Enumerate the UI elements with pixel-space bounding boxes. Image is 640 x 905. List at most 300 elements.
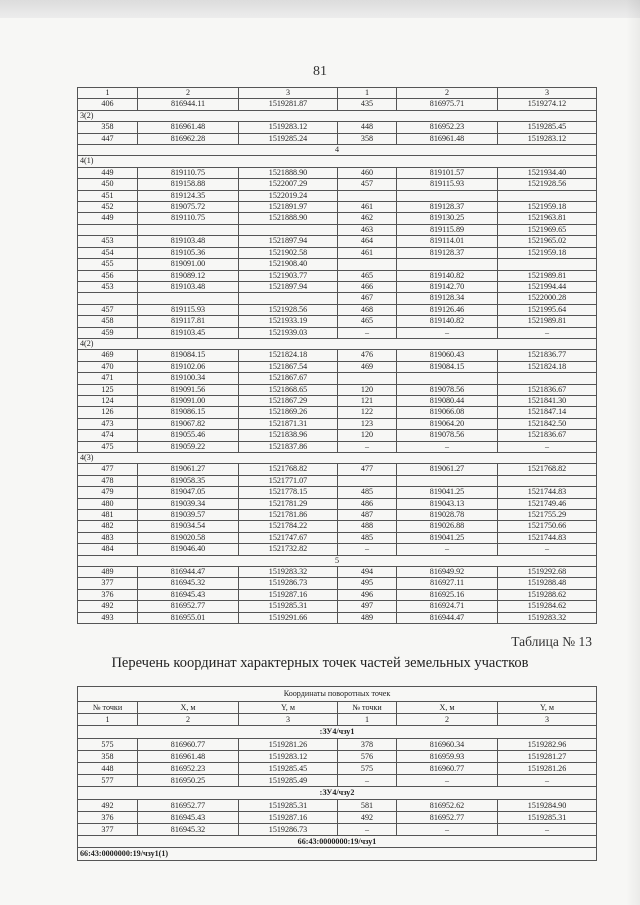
table-cell: 1521933.19 [239, 316, 338, 327]
table-cell: 1521903.77 [239, 270, 338, 281]
table-cell: 451 [78, 190, 138, 201]
table-cell: 816949.92 [397, 567, 498, 578]
section-label: 4 [78, 145, 597, 156]
table-cell: 471 [78, 373, 138, 384]
table-cell: 1519284.62 [498, 601, 597, 612]
table-cell: 377 [78, 824, 138, 836]
table-cell: 358 [78, 122, 138, 133]
table-cell: 492 [338, 811, 397, 823]
table-row [78, 213, 597, 224]
table-cell: 819114.01 [397, 236, 498, 247]
table-cell: 1519291.66 [239, 612, 338, 623]
table-cell: – [498, 441, 597, 452]
table-cell: 1521847.14 [498, 407, 597, 418]
column-number: 1 [338, 714, 397, 726]
table-cell: 124 [78, 395, 138, 406]
column-number: 3 [239, 714, 338, 726]
table-row [78, 350, 597, 361]
table-cell [397, 190, 498, 201]
table-row [78, 122, 597, 133]
table-cell: 1521888.90 [239, 167, 338, 178]
table-cell: 1521928.56 [239, 304, 338, 315]
table-cell: 473 [78, 418, 138, 429]
table-cell: 819103.45 [138, 327, 239, 338]
table-cell: 484 [78, 544, 138, 555]
table-cell: 461 [338, 247, 397, 258]
table-row [78, 544, 597, 555]
table-cell: 494 [338, 567, 397, 578]
section-row [78, 555, 597, 566]
group-label: 4(2) [78, 338, 597, 349]
table-cell: 378 [338, 738, 397, 750]
table-cell: 1519274.12 [498, 99, 597, 110]
column-header: X, м [138, 702, 239, 714]
table-cell: 819124.35 [138, 190, 239, 201]
table-cell: 816961.48 [138, 122, 239, 133]
table-cell: 468 [338, 304, 397, 315]
table-cell: 816925.16 [397, 589, 498, 600]
group-label-row [78, 338, 597, 349]
table-cell: 1522019.24 [239, 190, 338, 201]
group-label-row [78, 453, 597, 464]
table-cell: 120 [338, 430, 397, 441]
table-cell: 1521732.82 [239, 544, 338, 555]
table-cell: 1521969.65 [498, 224, 597, 235]
table-cell [338, 259, 397, 270]
section-label: :ЗУ4/чзу2 [78, 787, 597, 799]
table-cell: 377 [78, 578, 138, 589]
table-row [78, 384, 597, 395]
table-heading: Перечень координат характерных точек частей земельных участков [111, 655, 529, 671]
table-cell: 120 [338, 384, 397, 395]
section-row [78, 836, 597, 848]
table-cell: 457 [78, 304, 138, 315]
header-cell: 2 [138, 88, 239, 99]
column-number: 1 [78, 714, 138, 726]
table-cell: 450 [78, 179, 138, 190]
table-cell: 458 [78, 316, 138, 327]
table-cell: 462 [338, 213, 397, 224]
header-cell: 3 [239, 88, 338, 99]
table-cell: 819039.57 [138, 510, 239, 521]
table-header-row [78, 88, 597, 99]
table-cell: 1519286.73 [239, 824, 338, 836]
table-cell: 819059.22 [138, 441, 239, 452]
table-cell: – [338, 775, 397, 787]
table-cell: 819103.48 [138, 281, 239, 292]
table-cell [239, 293, 338, 304]
table-cell: 819091.00 [138, 395, 239, 406]
table-row [78, 270, 597, 281]
table-cell: 1521908.40 [239, 259, 338, 270]
table-cell: – [338, 441, 397, 452]
table-cell: 1519287.16 [239, 589, 338, 600]
table-cell: 448 [78, 763, 138, 775]
table-cell: 819058.35 [138, 475, 239, 486]
table-cell: 482 [78, 521, 138, 532]
table-row [78, 179, 597, 190]
table-row [78, 521, 597, 532]
table-cell: – [498, 327, 597, 338]
table-row [78, 589, 597, 600]
table-cell: 1521784.22 [239, 521, 338, 532]
table-row [78, 293, 597, 304]
table-cell: 1521989.81 [498, 270, 597, 281]
table-cell: 819130.25 [397, 213, 498, 224]
table-cell: 819110.75 [138, 213, 239, 224]
table-cell: 495 [338, 578, 397, 589]
table-cell: 487 [338, 510, 397, 521]
table-row [78, 567, 597, 578]
table-cell: 1521744.83 [498, 487, 597, 498]
table-cell: 819091.00 [138, 259, 239, 270]
table-cell: 819128.37 [397, 202, 498, 213]
table-cell: 819091.56 [138, 384, 239, 395]
group-header-row [78, 687, 597, 702]
table-cell: 816944.11 [138, 99, 239, 110]
table-cell: 485 [338, 532, 397, 543]
table-cell: – [338, 544, 397, 555]
table-cell: – [397, 441, 498, 452]
table-row [78, 224, 597, 235]
table-cell [338, 373, 397, 384]
table-cell: 1521750.66 [498, 521, 597, 532]
table-cell: 1521768.82 [239, 464, 338, 475]
table-cell: 1519283.12 [239, 122, 338, 133]
table-row [78, 190, 597, 201]
table-row [78, 601, 597, 612]
table-cell: 819140.82 [397, 270, 498, 281]
table-cell: 819115.89 [397, 224, 498, 235]
table-cell [338, 475, 397, 486]
land-parts-coordinates-table [77, 686, 597, 861]
table-cell: 122 [338, 407, 397, 418]
table-cell [397, 373, 498, 384]
table-cell: 1521836.67 [498, 384, 597, 395]
table-row [78, 407, 597, 418]
table-cell: 1519284.90 [498, 799, 597, 811]
table-cell: 358 [78, 750, 138, 762]
table-cell: 1521995.64 [498, 304, 597, 315]
table-cell: 816960.34 [397, 738, 498, 750]
table-cell: 460 [338, 167, 397, 178]
table-cell: 816945.32 [138, 578, 239, 589]
table-cell: 816945.32 [138, 824, 239, 836]
table-cell: 819140.82 [397, 316, 498, 327]
table-cell: 466 [338, 281, 397, 292]
group-label-row [78, 110, 597, 121]
table-cell: 1521771.07 [239, 475, 338, 486]
table-cell: 1519288.62 [498, 589, 597, 600]
page-number: 81 [313, 64, 327, 79]
group-label: 66:43:0000000:19/чзу1(1) [78, 848, 597, 860]
table-cell: 819100.34 [138, 373, 239, 384]
table-cell: 1519282.96 [498, 738, 597, 750]
table-cell: 457 [338, 179, 397, 190]
column-header: Y, м [498, 702, 597, 714]
table-cell: 476 [338, 350, 397, 361]
table-cell: 819061.27 [397, 464, 498, 475]
table-cell: 819128.34 [397, 293, 498, 304]
table-cell: 493 [78, 612, 138, 623]
table-cell: 575 [338, 763, 397, 775]
table-cell: 819043.13 [397, 498, 498, 509]
table-cell: 492 [78, 601, 138, 612]
table-row [78, 247, 597, 258]
table-row [78, 775, 597, 787]
table-cell: 447 [78, 133, 138, 144]
table-cell: 465 [338, 270, 397, 281]
table-cell: 819067.82 [138, 418, 239, 429]
table-cell: 480 [78, 498, 138, 509]
table-cell: 819046.40 [138, 544, 239, 555]
table-cell: – [397, 775, 498, 787]
table-cell: 489 [338, 612, 397, 623]
table-row [78, 361, 597, 372]
table-cell [397, 259, 498, 270]
table-cell: 1521837.86 [239, 441, 338, 452]
table-cell: 121 [338, 395, 397, 406]
table-cell: 819110.75 [138, 167, 239, 178]
table-cell: 1521934.40 [498, 167, 597, 178]
table-cell: – [498, 775, 597, 787]
table-row [78, 510, 597, 521]
table-cell: 467 [338, 293, 397, 304]
table-cell: 816952.23 [138, 763, 239, 775]
table-cell: 1521781.86 [239, 510, 338, 521]
table-cell: 581 [338, 799, 397, 811]
table-cell: 816959.93 [397, 750, 498, 762]
table-cell: 819055.46 [138, 430, 239, 441]
table-row [78, 824, 597, 836]
table-cell: 455 [78, 259, 138, 270]
table-cell: 1521994.44 [498, 281, 597, 292]
table-cell: 816955.01 [138, 612, 239, 623]
table-cell: 816960.77 [397, 763, 498, 775]
table-cell: 1519285.49 [239, 775, 338, 787]
group-header: Координаты поворотных точек [78, 687, 597, 702]
table-row [78, 612, 597, 623]
table-cell: 819028.78 [397, 510, 498, 521]
table-cell: 1521871.31 [239, 418, 338, 429]
table-cell: 1521869.26 [239, 407, 338, 418]
table-cell: 819086.15 [138, 407, 239, 418]
table-cell: 459 [78, 327, 138, 338]
table-cell: 1521939.03 [239, 327, 338, 338]
table-cell: 1521959.18 [498, 247, 597, 258]
table-cell: 477 [338, 464, 397, 475]
table-cell [498, 259, 597, 270]
table-cell: – [338, 824, 397, 836]
table-cell: 489 [78, 567, 138, 578]
table-cell: 486 [338, 498, 397, 509]
table-cell: 575 [78, 738, 138, 750]
table-cell: 496 [338, 589, 397, 600]
table-cell: 819126.46 [397, 304, 498, 315]
table-cell: 456 [78, 270, 138, 281]
section-row [78, 726, 597, 738]
table-cell: 1519287.16 [239, 811, 338, 823]
table-cell: 1521897.94 [239, 281, 338, 292]
table-row [78, 532, 597, 543]
table-cell: 1519281.27 [498, 750, 597, 762]
table-row [78, 167, 597, 178]
table-cell: 453 [78, 281, 138, 292]
table-cell: 1519285.31 [239, 601, 338, 612]
table-cell: 816960.77 [138, 738, 239, 750]
header-cell: 2 [397, 88, 498, 99]
table-cell: 454 [78, 247, 138, 258]
table-cell: 819075.72 [138, 202, 239, 213]
table-row [78, 498, 597, 509]
table-cell [498, 373, 597, 384]
table-cell [498, 190, 597, 201]
table-cell: 435 [338, 99, 397, 110]
table-cell: 1521841.30 [498, 395, 597, 406]
table-row [78, 259, 597, 270]
table-cell: 816952.77 [138, 799, 239, 811]
table-cell: 576 [338, 750, 397, 762]
table-cell: 816927.11 [397, 578, 498, 589]
table-cell: 1521781.29 [239, 498, 338, 509]
table-cell: 819128.37 [397, 247, 498, 258]
table-cell: 816961.48 [397, 133, 498, 144]
table-cell: 449 [78, 167, 138, 178]
table-cell: 819034.54 [138, 521, 239, 532]
table-cell: 1521778.15 [239, 487, 338, 498]
group-label-row [78, 156, 597, 167]
table-row [78, 799, 597, 811]
table-cell: 1519281.26 [498, 763, 597, 775]
table-cell: 1519283.12 [239, 750, 338, 762]
table-cell: 461 [338, 202, 397, 213]
column-number: 3 [498, 714, 597, 726]
table-cell: 1521836.77 [498, 350, 597, 361]
table-cell: 1519286.73 [239, 578, 338, 589]
table-cell: 819084.15 [138, 350, 239, 361]
table-cell: 577 [78, 775, 138, 787]
table-cell: 1521744.83 [498, 532, 597, 543]
table-row [78, 236, 597, 247]
table-cell [78, 293, 138, 304]
table-cell: 816950.25 [138, 775, 239, 787]
table-cell: 470 [78, 361, 138, 372]
table-cell: 448 [338, 122, 397, 133]
table-cell: 819066.08 [397, 407, 498, 418]
table-cell [397, 475, 498, 486]
table-cell: 819078.56 [397, 430, 498, 441]
table-cell: 1521842.50 [498, 418, 597, 429]
column-number: 2 [138, 714, 239, 726]
table-row [78, 578, 597, 589]
table-cell: 497 [338, 601, 397, 612]
table-cell: 1521838.96 [239, 430, 338, 441]
table-cell: 1521749.46 [498, 498, 597, 509]
section-row [78, 145, 597, 156]
table-cell: 819060.43 [397, 350, 498, 361]
table-cell: 358 [338, 133, 397, 144]
table-row [78, 750, 597, 762]
table-cell: 1521891.97 [239, 202, 338, 213]
table-row [78, 133, 597, 144]
table-cell: 464 [338, 236, 397, 247]
table-cell: 819047.05 [138, 487, 239, 498]
column-header: № точки [338, 702, 397, 714]
table-cell: 1521867.67 [239, 373, 338, 384]
table-row [78, 418, 597, 429]
table-cell: 1521965.02 [498, 236, 597, 247]
table-cell: – [498, 824, 597, 836]
table-row [78, 487, 597, 498]
column-header: Y, м [239, 702, 338, 714]
table-cell: 1519281.26 [239, 738, 338, 750]
table-cell: 816952.23 [397, 122, 498, 133]
table-row [78, 811, 597, 823]
table-cell: 469 [338, 361, 397, 372]
table-cell [338, 190, 397, 201]
table-row [78, 99, 597, 110]
table-cell: 819084.15 [397, 361, 498, 372]
table-cell: 819020.58 [138, 532, 239, 543]
table-cell: 1521836.67 [498, 430, 597, 441]
table-row [78, 316, 597, 327]
section-label: :ЗУ4/чзу1 [78, 726, 597, 738]
table-cell: 819041.25 [397, 487, 498, 498]
table-cell: 819089.12 [138, 270, 239, 281]
table-cell: 819142.70 [397, 281, 498, 292]
coordinates-table-continued [77, 87, 597, 624]
table-cell: 819117.81 [138, 316, 239, 327]
table-cell: 453 [78, 236, 138, 247]
table-cell: 816944.47 [397, 612, 498, 623]
column-header: № точки [78, 702, 138, 714]
table-row [78, 281, 597, 292]
table-cell: 1521747.67 [239, 532, 338, 543]
section-label: 66:43:0000000:19/чзу1 [78, 836, 597, 848]
table-caption: Таблица № 13 [511, 634, 592, 649]
table-cell: 1522007.29 [239, 179, 338, 190]
group-label-row [78, 848, 597, 860]
table-cell [78, 224, 138, 235]
table-cell: 483 [78, 532, 138, 543]
table-row [78, 202, 597, 213]
table-cell: 816945.43 [138, 589, 239, 600]
table-cell: 1519285.31 [239, 799, 338, 811]
table-cell: 1521902.58 [239, 247, 338, 258]
table-cell: – [498, 544, 597, 555]
table-cell: 1521768.82 [498, 464, 597, 475]
header-cell: 1 [338, 88, 397, 99]
table-cell: 481 [78, 510, 138, 521]
table-cell: 376 [78, 811, 138, 823]
table-cell: 488 [338, 521, 397, 532]
page-edge-shadow [626, 0, 640, 905]
group-label: 3(2) [78, 110, 597, 121]
table-cell: 452 [78, 202, 138, 213]
table-cell: 1521989.81 [498, 316, 597, 327]
table-cell: 406 [78, 99, 138, 110]
table-cell: 819115.93 [138, 304, 239, 315]
table-cell [138, 224, 239, 235]
table-cell: 1522000.28 [498, 293, 597, 304]
table-cell: 1521928.56 [498, 179, 597, 190]
table-cell: 1519285.45 [498, 122, 597, 133]
table-cell: 1521824.18 [239, 350, 338, 361]
table-cell: 469 [78, 350, 138, 361]
table-cell: 816944.47 [138, 567, 239, 578]
column-number: 2 [397, 714, 498, 726]
table-cell [239, 224, 338, 235]
